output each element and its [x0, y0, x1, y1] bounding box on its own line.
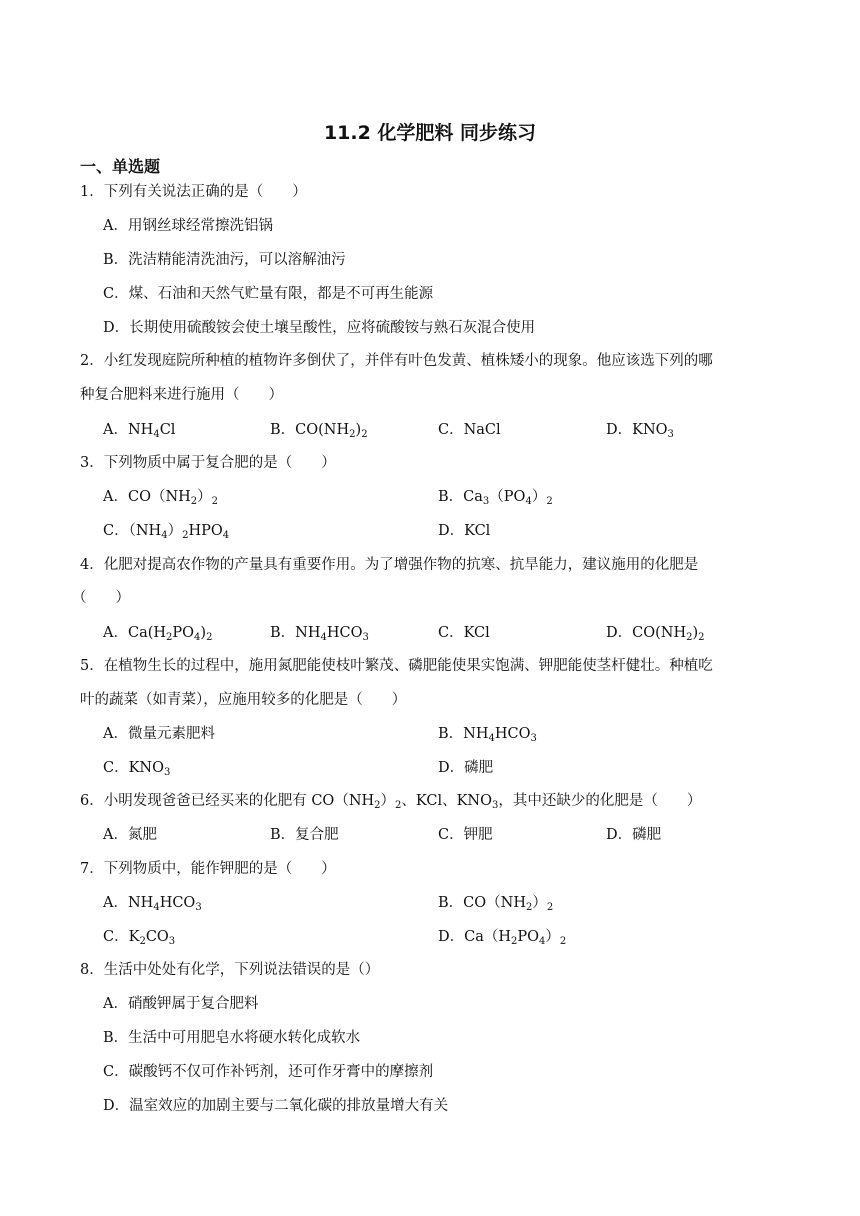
- question-2-option-b[interactable]: B．$CO(NH_2)_2$: [270, 422, 368, 440]
- question-6-option-a[interactable]: A．氮肥: [103, 827, 157, 843]
- question-4-option-d[interactable]: D．$CO(NH_2)_2$: [606, 625, 705, 643]
- question-5-option-a[interactable]: A．微量元素肥料: [103, 726, 215, 742]
- question-6-option-b[interactable]: B．复合肥: [270, 827, 339, 843]
- question-3-option-a[interactable]: A．$CO(NH_2)_2$: [103, 489, 219, 507]
- question-4-option-c[interactable]: C．KCl: [438, 625, 490, 641]
- question-8-stem: 8．生活中处处有化学，下列说法错误的是（）: [80, 962, 380, 978]
- section-heading: 一、单选题: [80, 157, 161, 176]
- question-3-stem: 3．下列物质中属于复合肥的是（ ）: [80, 455, 336, 471]
- document-title: 11.2 化学肥料 同步练习: [323, 122, 537, 144]
- question-5-option-d[interactable]: D．磷肥: [438, 760, 494, 776]
- question-5-stem-line-1: 5．在植物生长的过程中，施用氮肥能使枝叶繁茂、磷肥能使果实饱满、钾肥能使茎杆健壮。种植吃: [80, 658, 713, 674]
- question-1-option-a[interactable]: A．用钢丝球经常擦洗铝锅: [103, 218, 273, 234]
- question-3-option-d[interactable]: D．KCl: [438, 523, 491, 539]
- question-5-option-b[interactable]: B．$NH_4HCO_3$: [438, 726, 537, 744]
- question-1-option-d[interactable]: D．长期使用硫酸铵会使土壤呈酸性，应将硫酸铵与熟石灰混合使用: [103, 320, 536, 336]
- question-2-option-a[interactable]: A．$NH_4Cl$: [103, 422, 176, 440]
- question-8-option-d[interactable]: D．温室效应的加剧主要与二氧化碳的排放量增大有关: [103, 1098, 449, 1114]
- question-6-stem: 6．小明发现爸爸已经买来的化肥有 $CO(NH_2)_2$、KCl、$KNO_3$，其中还缺少的化肥是（ ）: [80, 793, 702, 811]
- question-2-stem-line-2: 种复合肥料来进行施用（ ）: [80, 387, 283, 403]
- question-5-stem-line-2: 叶的蔬菜（如青菜），应施用较多的化肥是（ ）: [80, 692, 407, 708]
- question-7-option-c[interactable]: C．$K_2CO_3$: [103, 929, 176, 947]
- question-4-option-b[interactable]: B．$NH_4HCO_3$: [270, 625, 369, 643]
- question-6-option-d[interactable]: D．磷肥: [606, 827, 662, 843]
- question-4-stem-line-1: 4．化肥对提高农作物的产量具有重要作用。为了增强作物的抗寒、抗旱能力，建议施用的化肥是: [80, 557, 699, 573]
- question-7-option-d[interactable]: D．$Ca(H_2PO_4)_2$: [438, 929, 567, 947]
- question-8-option-a[interactable]: A．硝酸钾属于复合肥料: [103, 996, 259, 1012]
- question-2-stem-line-1: 2．小红发现庭院所种植的植物许多倒伏了，并伴有叶色发黄、植株矮小的现象。他应该选下列的哪: [80, 353, 713, 369]
- question-7-option-a[interactable]: A．$NH_4HCO_3$: [103, 895, 202, 913]
- question-4-stem-line-2: （ ）: [72, 590, 130, 606]
- question-3-option-b[interactable]: B．$Ca_3(PO_4)_2$: [438, 489, 553, 507]
- question-7-option-b[interactable]: B．$CO(NH_2)_2$: [438, 895, 554, 913]
- question-7-stem: 7．下列物质中，能作钾肥的是（ ）: [80, 861, 336, 877]
- question-6-option-c[interactable]: C．钾肥: [438, 827, 493, 843]
- question-1-option-b[interactable]: B．洗洁精能清洗油污，可以溶解油污: [103, 252, 346, 268]
- question-2-option-d[interactable]: D．$KNO_3$: [606, 422, 674, 440]
- question-8-option-c[interactable]: C．碳酸钙不仅可作补钙剂，还可作牙膏中的摩擦剂: [103, 1064, 434, 1080]
- question-5-option-c[interactable]: C．$KNO_3$: [103, 760, 171, 778]
- question-2-option-c[interactable]: C．NaCl: [438, 422, 501, 438]
- question-1-option-c[interactable]: C．煤、石油和天然气贮量有限，都是不可再生能源: [103, 286, 434, 302]
- question-4-option-a[interactable]: A．$Ca(H_2PO_4)_2$: [103, 625, 213, 643]
- question-1-stem: 1．下列有关说法正确的是（ ）: [80, 184, 307, 200]
- question-8-option-b[interactable]: B．生活中可用肥皂水将硬水转化成软水: [103, 1030, 361, 1046]
- question-3-option-c[interactable]: C．$(NH_4)_2HPO_4$: [103, 523, 230, 541]
